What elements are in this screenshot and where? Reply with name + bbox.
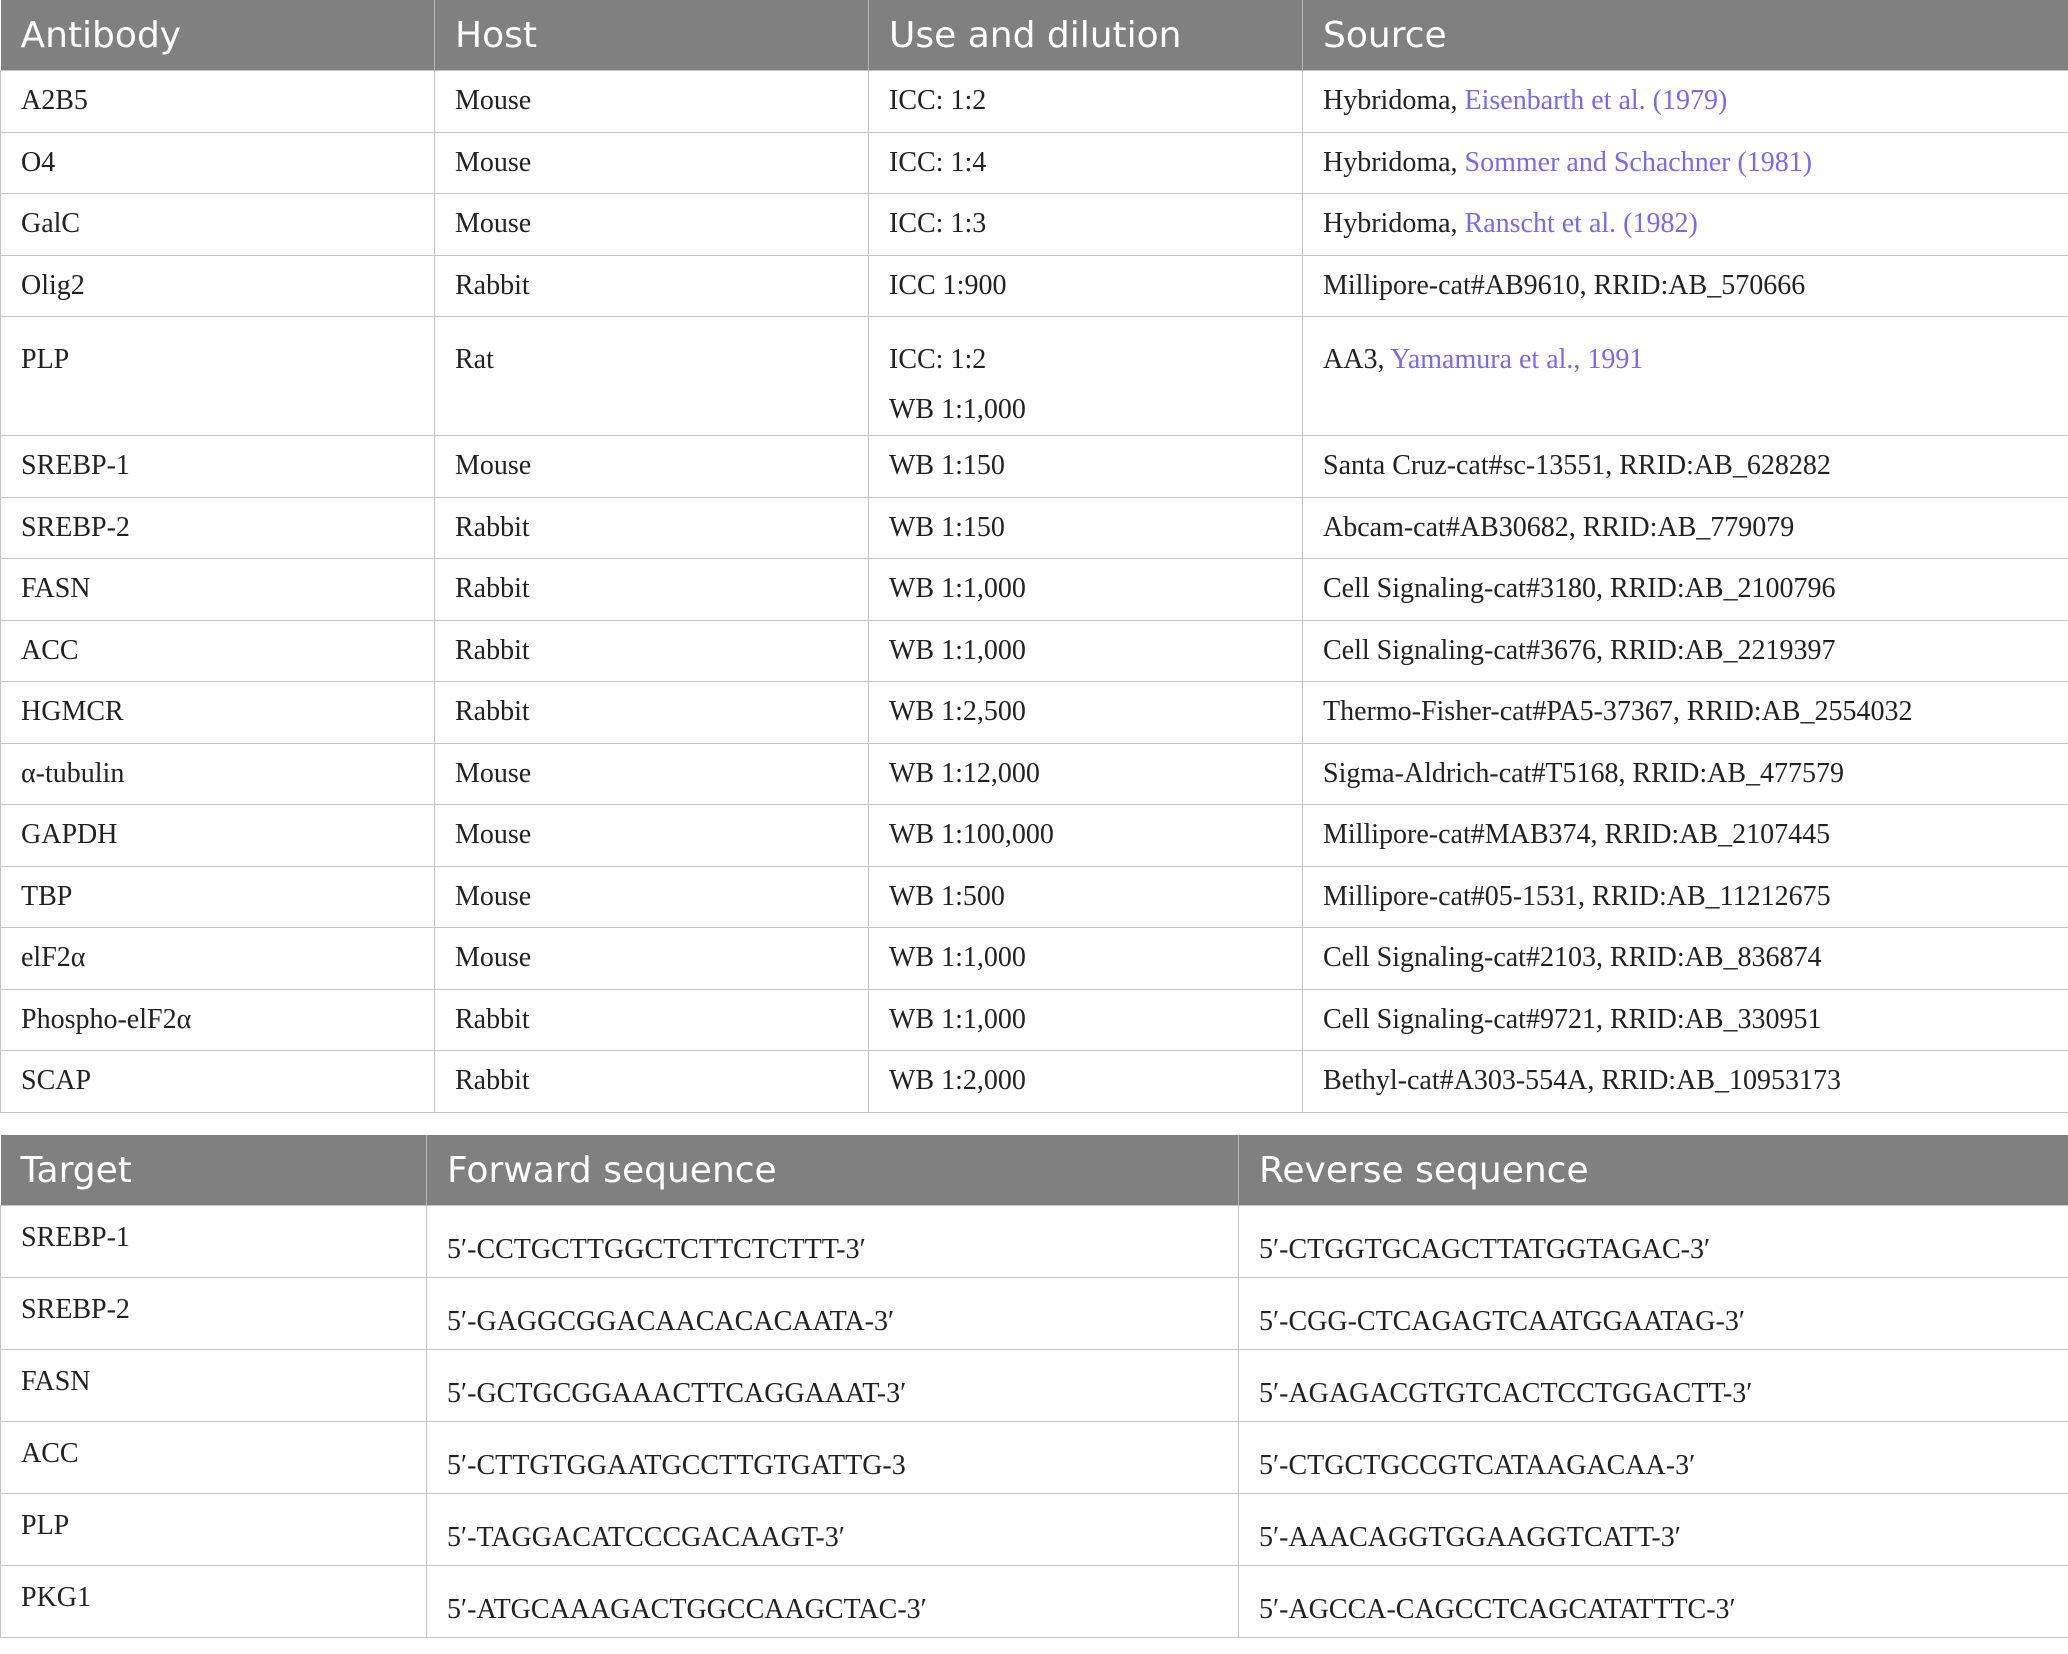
use-cell: WB 1:12,000 [869, 743, 1303, 805]
table-row [1, 497, 2068, 559]
reverse-sequence-cell: 5′-AAACAGGTGGAAGGTCATT-3′ [1239, 1494, 2068, 1566]
source-text: AA3, [1323, 344, 1391, 375]
host-cell [435, 317, 869, 436]
source-cell [1303, 194, 2068, 256]
host-cell: Rabbit [435, 1051, 869, 1113]
target-cell: SREBP-2 [1, 1278, 427, 1350]
primer-table [0, 1135, 2068, 1638]
table-row [1, 1350, 2068, 1422]
table-row [1, 71, 2068, 133]
host-cell: Rabbit [435, 559, 869, 621]
use-cell: WB 1:1,000 [869, 928, 1303, 990]
reference-link[interactable]: Eisenbarth et al. (1979) [1464, 85, 1728, 117]
antibody-cell: GAPDH [1, 805, 435, 867]
source-cell: Thermo-Fisher-cat#PA5-37367, RRID:AB_2554032 [1303, 682, 2068, 744]
forward-sequence-cell: 5′-GAGGCGGACAACACACAATA-3′ [427, 1278, 1239, 1350]
forward-sequence-cell: 5′-CTTGTGGAATGCCTTGTGATTG-3 [427, 1422, 1239, 1494]
use-cell: ICC: 1:3 [869, 194, 1303, 256]
forward-sequence-cell: 5′-GCTGCGGAAACTTCAGGAAAT-3′ [427, 1350, 1239, 1422]
source-cell [1303, 317, 2068, 436]
use-cell: WB 1:1,000 [869, 559, 1303, 621]
host-label: Rat [455, 344, 494, 375]
antibody-cell: SREBP-2 [1, 497, 435, 559]
reverse-sequence-cell: 5′-AGCCA-CAGCCTCAGCATATTTC-3′ [1239, 1566, 2068, 1638]
host-cell: Rabbit [435, 682, 869, 744]
table-row [1, 559, 2068, 621]
antibody-cell: TBP [1, 866, 435, 928]
primer-header-row [1, 1135, 2068, 1206]
source-cell: Cell Signaling-cat#9721, RRID:AB_330951 [1303, 989, 2068, 1051]
use-cell: WB 1:1,000 [869, 620, 1303, 682]
source-line [1323, 335, 2048, 385]
host-cell: Rabbit [435, 989, 869, 1051]
reverse-sequence-cell: 5′-CGG-CTCAGAGTCAATGGAATAG-3′ [1239, 1278, 2068, 1350]
host-cell: Rabbit [435, 620, 869, 682]
reverse-sequence-cell: 5′-CTGGTGCAGCTTATGGTAGAC-3′ [1239, 1206, 2068, 1278]
source-cell: Santa Cruz-cat#sc-13551, RRID:AB_628282 [1303, 436, 2068, 498]
use-cell: WB 1:2,500 [869, 682, 1303, 744]
source-cell: Millipore-cat#05-1531, RRID:AB_11212675 [1303, 866, 2068, 928]
header-antibody: Antibody [1, 0, 435, 71]
host-cell: Mouse [435, 743, 869, 805]
antibody-cell: SREBP-1 [1, 436, 435, 498]
source-cell: Sigma-Aldrich-cat#T5168, RRID:AB_477579 [1303, 743, 2068, 805]
source-cell: Cell Signaling-cat#3676, RRID:AB_2219397 [1303, 620, 2068, 682]
host-cell: Mouse [435, 436, 869, 498]
antibody-header-row [1, 0, 2068, 71]
forward-sequence-cell: 5′-TAGGACATCCCGACAAGT-3′ [427, 1494, 1239, 1566]
source-cell: Cell Signaling-cat#2103, RRID:AB_836874 [1303, 928, 2068, 990]
antibody-cell: GalC [1, 194, 435, 256]
antibody-cell: O4 [1, 132, 435, 194]
host-cell: Rabbit [435, 255, 869, 317]
host-cell: Mouse [435, 805, 869, 867]
table-row [1, 682, 2068, 744]
use-cell: ICC 1:900 [869, 255, 1303, 317]
header-use-dilution: Use and dilution [869, 0, 1303, 71]
header-target: Target [1, 1135, 427, 1206]
host-cell: Mouse [435, 194, 869, 256]
host-cell: Mouse [435, 866, 869, 928]
target-cell: PLP [1, 1494, 427, 1566]
antibody-label: PLP [21, 344, 70, 375]
antibody-cell: Olig2 [1, 255, 435, 317]
reverse-sequence-cell: 5′-CTGCTGCCGTCATAAGACAA-3′ [1239, 1422, 2068, 1494]
antibody-cell: α-tubulin [1, 743, 435, 805]
antibody-cell: HGMCR [1, 682, 435, 744]
reference-link[interactable]: Sommer and Schachner (1981) [1464, 146, 1813, 178]
antibody-cell: ACC [1, 620, 435, 682]
table-row [1, 1422, 2068, 1494]
table-row [1, 1278, 2068, 1350]
source-cell: Cell Signaling-cat#3180, RRID:AB_2100796 [1303, 559, 2068, 621]
table-row [1, 1206, 2068, 1278]
table-row [1, 255, 2068, 317]
use-cell: WB 1:150 [869, 436, 1303, 498]
use-line-icc: ICC: 1:2 [889, 344, 987, 375]
use-cell: WB 1:500 [869, 866, 1303, 928]
table-row [1, 1566, 2068, 1638]
forward-sequence-cell: 5′-CCTGCTTGGCTCTTCTCTTT-3′ [427, 1206, 1239, 1278]
table-row [1, 989, 2068, 1051]
source-cell: Millipore-cat#MAB374, RRID:AB_2107445 [1303, 805, 2068, 867]
source-cell [1303, 71, 2068, 133]
source-cell: Bethyl-cat#A303-554A, RRID:AB_10953173 [1303, 1051, 2068, 1113]
table-row [1, 620, 2068, 682]
source-text: Hybridoma, [1323, 146, 1465, 178]
antibody-cell: elF2α [1, 928, 435, 990]
table-row [1, 317, 2068, 436]
antibody-cell: FASN [1, 559, 435, 621]
target-cell: ACC [1, 1422, 427, 1494]
forward-sequence-cell: 5′-ATGCAAAGACTGGCCAAGCTAC-3′ [427, 1566, 1239, 1638]
table-row [1, 805, 2068, 867]
use-line-wb: WB 1:1,000 [889, 394, 1026, 425]
source-cell: Millipore-cat#AB9610, RRID:AB_570666 [1303, 255, 2068, 317]
header-forward-sequence: Forward sequence [427, 1135, 1239, 1206]
source-cell [1303, 132, 2068, 194]
use-cell: WB 1:2,000 [869, 1051, 1303, 1113]
use-cell: ICC: 1:4 [869, 132, 1303, 194]
antibody-cell: A2B5 [1, 71, 435, 133]
source-text: Hybridoma, [1323, 208, 1465, 240]
table-row [1, 1051, 2068, 1113]
host-cell: Rabbit [435, 497, 869, 559]
use-cell [869, 317, 1303, 436]
table-row [1, 1494, 2068, 1566]
target-cell: FASN [1, 1350, 427, 1422]
table-row [1, 436, 2068, 498]
host-cell: Mouse [435, 132, 869, 194]
antibody-cell: SCAP [1, 1051, 435, 1113]
antibody-cell: Phospho-elF2α [1, 989, 435, 1051]
table-row [1, 194, 2068, 256]
host-cell: Mouse [435, 71, 869, 133]
host-cell: Mouse [435, 928, 869, 990]
table-row [1, 928, 2068, 990]
source-cell: Abcam-cat#AB30682, RRID:AB_779079 [1303, 497, 2068, 559]
use-cell: WB 1:1,000 [869, 989, 1303, 1051]
use-cell: WB 1:100,000 [869, 805, 1303, 867]
table-row [1, 866, 2068, 928]
target-cell: SREBP-1 [1, 1206, 427, 1278]
table-row [1, 743, 2068, 805]
target-cell: PKG1 [1, 1566, 427, 1638]
reverse-sequence-cell: 5′-AGAGACGTGTCACTCCTGGACTT-3′ [1239, 1350, 2068, 1422]
header-source: Source [1303, 0, 2068, 71]
table-row [1, 132, 2068, 194]
reference-link[interactable]: Yamamura et al., 1991 [1390, 344, 1644, 375]
source-text: Hybridoma, [1323, 85, 1465, 117]
reference-link[interactable]: Ranscht et al. (1982) [1464, 208, 1698, 240]
use-cell: ICC: 1:2 [869, 71, 1303, 133]
antibody-cell [1, 317, 435, 436]
header-reverse-sequence: Reverse sequence [1239, 1135, 2068, 1206]
use-cell: WB 1:150 [869, 497, 1303, 559]
header-host: Host [435, 0, 869, 71]
